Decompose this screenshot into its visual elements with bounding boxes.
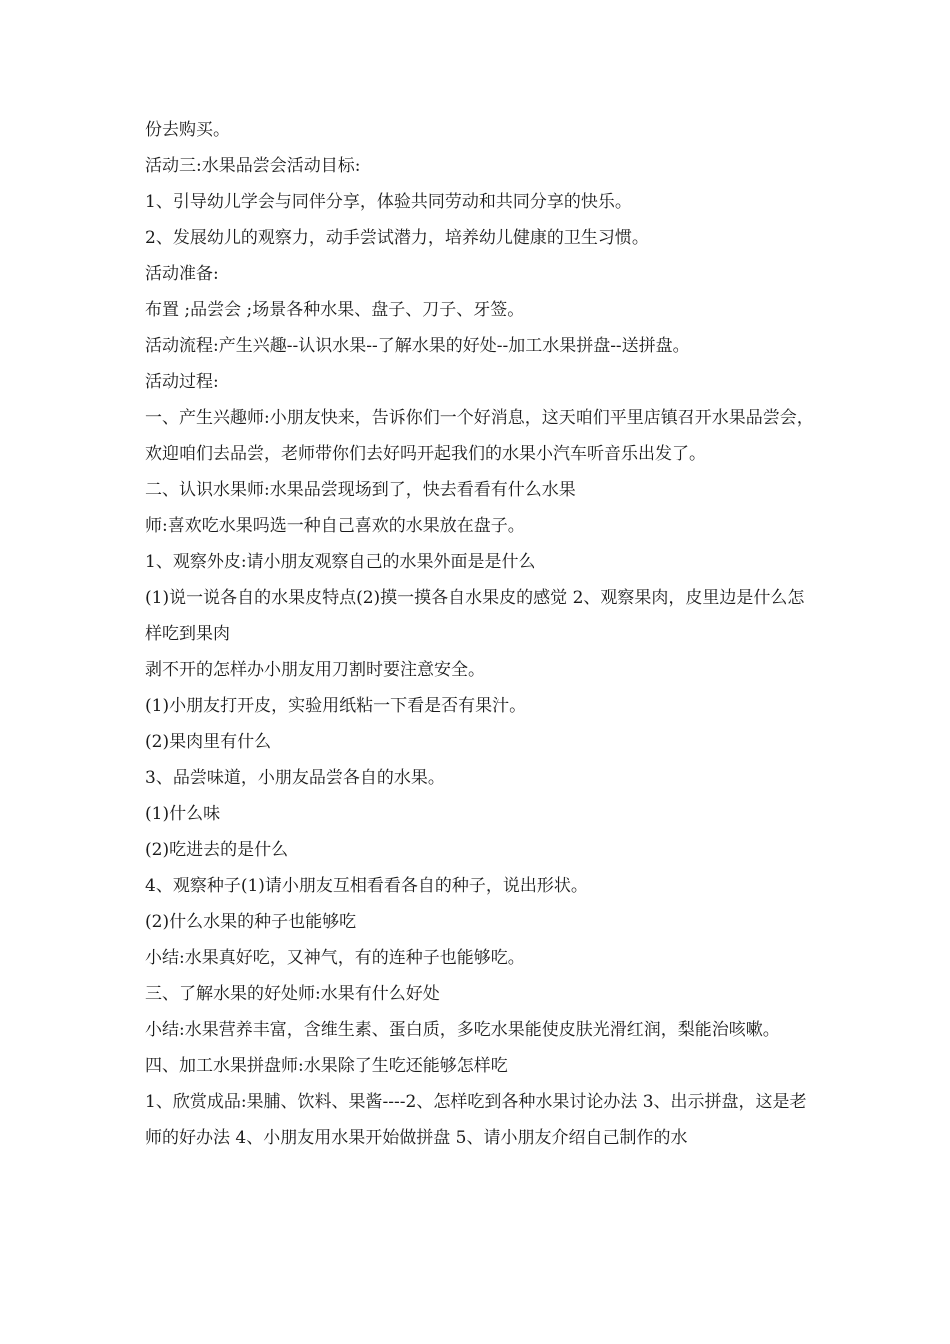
paragraph-5: 活动准备: <box>145 264 219 284</box>
paragraph-16: (2)果肉里有什么 <box>145 732 272 752</box>
paragraph-17: 3、品尝味道，小朋友品尝各自的水果。 <box>145 768 445 788</box>
paragraph-12: 1、观察外皮:请小朋友观察自己的水果外面是是什么 <box>145 552 536 572</box>
paragraph-2: 活动三:水果品尝会活动目标: <box>145 156 361 176</box>
paragraph-23: 三、了解水果的好处师:水果有什么好处 <box>145 984 440 1004</box>
paragraph-21: (2)什么水果的种子也能够吃 <box>145 912 357 932</box>
paragraph-24: 小结:水果营养丰富，含维生素、蛋白质，多吃水果能使皮肤光滑红润，梨能治咳嗽。 <box>145 1020 780 1040</box>
paragraph-1: 份去购买。 <box>145 120 230 140</box>
paragraph-11: 师:喜欢吃水果吗选一种自己喜欢的水果放在盘子。 <box>145 516 525 536</box>
paragraph-4: 2、发展幼儿的观察力，动手尝试潜力，培养幼儿健康的卫生习惯。 <box>145 228 649 248</box>
paragraph-6: 布置 ;品尝会 ;场景各种水果、盘子、刀子、牙签。 <box>145 300 525 320</box>
paragraph-7: 活动流程:产生兴趣--认识水果--了解水果的好处--加工水果拼盘--送拼盘。 <box>145 336 690 356</box>
paragraph-15: (1)小朋友打开皮，实验用纸粘一下看是否有果汁。 <box>145 696 527 716</box>
paragraph-3: 1、引导幼儿学会与同伴分享，体验共同劳动和共同分享的快乐。 <box>145 192 632 212</box>
paragraph-13: (1)说一说各自的水果皮特点(2)摸一摸各自水果皮的感觉 2、观察果肉，皮里边是什么怎样吃到果肉 <box>145 588 805 644</box>
paragraph-25: 四、加工水果拼盘师:水果除了生吃还能够怎样吃 <box>145 1056 508 1076</box>
document-body <box>145 112 815 1156</box>
paragraph-10: 二、认识水果师:水果品尝现场到了，快去看看有什么水果 <box>145 480 576 500</box>
paragraph-22: 小结:水果真好吃，又神气，有的连种子也能够吃。 <box>145 948 525 968</box>
paragraph-18: (1)什么味 <box>145 804 221 824</box>
paragraph-19: (2)吃进去的是什么 <box>145 840 289 860</box>
paragraph-9: 一、产生兴趣师:小朋友快来，告诉你们一个好消息，这天咱们平里店镇召开水果品尝会，欢迎咱们去品尝，老师带你们去好吗开起我们的水果小汽车听音乐出发了。 <box>145 408 814 464</box>
paragraph-20: 4、观察种子(1)请小朋友互相看看各自的种子，说出形状。 <box>145 876 588 896</box>
paragraph-8: 活动过程: <box>145 372 219 392</box>
paragraph-26: 1、欣赏成品:果脯、饮料、果酱----2、怎样吃到各种水果讨论办法 3、出示拼盘，这是老师的好办法 4、小朋友用水果开始做拼盘 5、请小朋友介绍自己制作的水 <box>145 1092 807 1148</box>
paragraph-14: 剥不开的怎样办小朋友用刀割时要注意安全。 <box>145 660 485 680</box>
